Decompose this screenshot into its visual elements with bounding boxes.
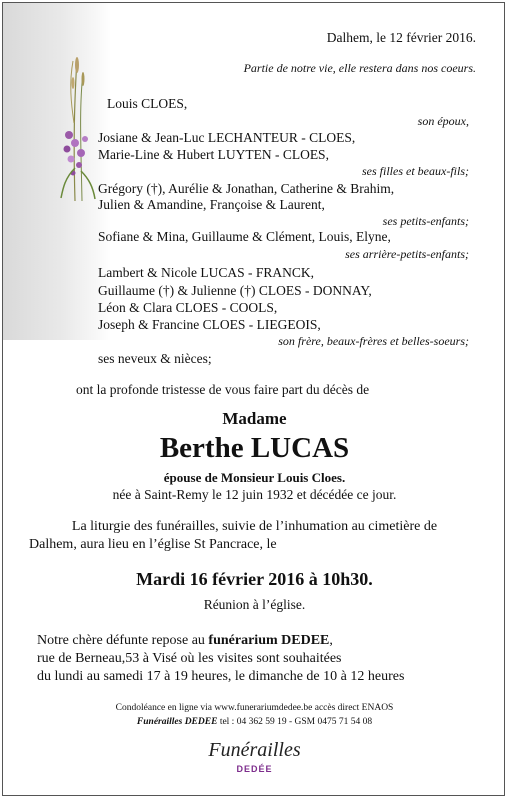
funerarium-name: funérarium DEDEE: [208, 633, 330, 648]
liturgy-line-1: La liturgie des funérailles, suivie de l’inhumation au cimetière de: [71, 519, 438, 534]
family-line-2: Josiane & Jean-Luc LECHANTEUR - CLOES,: [98, 130, 356, 145]
deceased-title: Madame: [222, 409, 287, 428]
relation-4: ses arrière-petits-enfants;: [345, 247, 469, 261]
online-condolences: Condoléance en ligne via www.funerariumdedee.be accès direct ENAOS: [115, 703, 394, 713]
relation-2: ses filles et beaux-fils;: [362, 164, 469, 178]
family-line-3: Marie-Line & Hubert LUYTEN - CLOES,: [98, 147, 329, 162]
decorative-side-panel: [3, 3, 111, 340]
funerarium-line-3: du lundi au samedi 17 à 19 heures, le dimanche de 10 à 12 heures: [37, 669, 405, 684]
motto: Partie de notre vie, elle restera dans nos coeurs.: [243, 61, 476, 75]
family-line-11: ses neveux & nièces;: [98, 351, 212, 366]
funerarium-text: Notre chère défunte repose au: [37, 633, 209, 648]
relation-5: son frère, beaux-frères et belles-soeurs;: [278, 334, 469, 348]
spouse-line: épouse de Monsieur Louis Cloes.: [163, 470, 346, 485]
relation-3: ses petits-enfants;: [382, 214, 469, 228]
family-line-10: Joseph & Francine CLOES - LIEGEOIS,: [98, 317, 321, 332]
family-line-6: Sofiane & Mina, Guillaume & Clément, Louis, Elyne,: [98, 229, 391, 244]
funerarium-comma: ,: [329, 633, 333, 648]
announcement-intro: ont la profonde tristesse de vous faire part du décès de: [76, 382, 370, 397]
meeting-place: Réunion à l’église.: [203, 597, 306, 612]
company-phones: tel : 04 362 59 19 - GSM 0475 71 54 08: [217, 717, 373, 727]
family-line-4: Grégory (†), Aurélie & Jonathan, Catherine & Brahim,: [98, 181, 395, 196]
family-line-9: Léon & Clara CLOES - COOLS,: [98, 300, 278, 315]
logo-main: Funérailles: [208, 739, 301, 761]
family-line-7: Lambert & Nicole LUCAS - FRANCK,: [98, 265, 314, 280]
relation-1: son époux,: [417, 114, 469, 128]
logo-sub: DEDÉE: [236, 764, 273, 774]
funeral-datetime: Mardi 16 février 2016 à 10h30.: [136, 569, 373, 589]
funerarium-line-2: rue de Berneau,53 à Visé où les visites sont souhaitées: [37, 651, 342, 666]
family-line-5: Julien & Amandine, Françoise & Laurent,: [98, 197, 325, 212]
deceased-name: Berthe LUCAS: [159, 432, 350, 464]
family-line-1: Louis CLOES,: [107, 96, 188, 111]
funerarium-line-1: [37, 633, 333, 649]
company-name: Funérailles DEDEE: [136, 717, 218, 727]
place-date: Dalhem, le 12 février 2016.: [326, 30, 476, 45]
family-line-8: Guillaume (†) & Julienne (†) CLOES - DONNAY,: [98, 283, 372, 298]
company-contact: [0, 716, 509, 728]
birth-death-line: née à Saint-Remy le 12 juin 1932 et décédée ce jour.: [112, 487, 397, 502]
liturgy-line-2: Dalhem, aura lieu en l’église St Pancrace, le: [29, 537, 277, 552]
